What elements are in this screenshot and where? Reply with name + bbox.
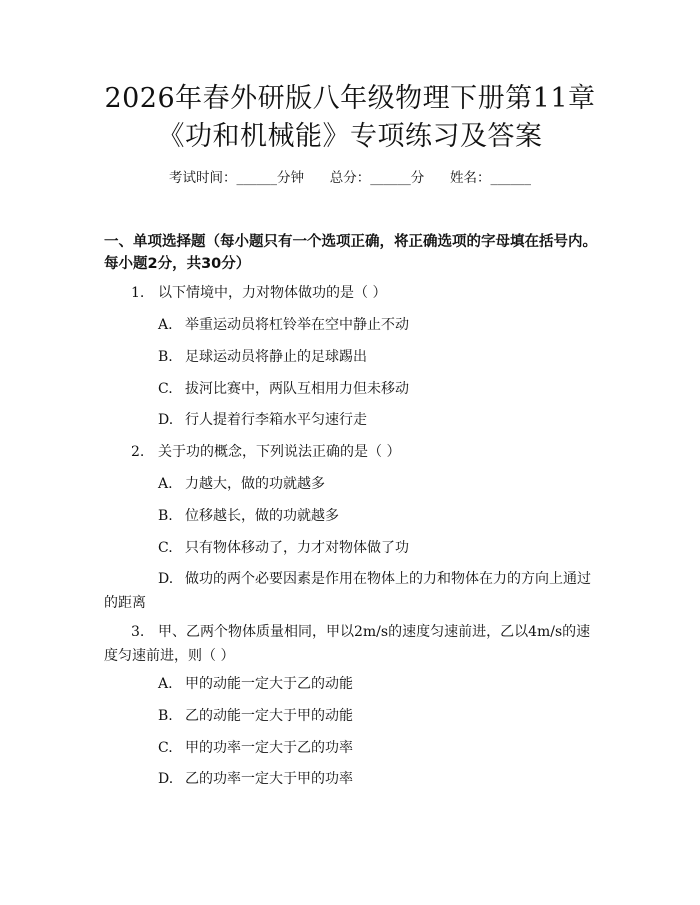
- section-heading: 一、单项选择题（每小题只有一个选项正确，将正确选项的字母填在括号内。每小题2分，共30分）: [104, 234, 597, 272]
- option-letter: A.: [158, 317, 173, 333]
- question-1-option-b: [104, 345, 602, 369]
- question-2-option-b: [104, 504, 602, 528]
- option-text: 做功的两个必要因素是作用在物体上的力和物体在力的方向上通过的距离: [104, 571, 591, 611]
- option-letter: C.: [158, 740, 173, 756]
- question-2: [104, 440, 602, 464]
- question-3-option-a: [104, 672, 602, 696]
- question-3-option-c: [104, 736, 602, 760]
- option-text: 乙的功率一定大于甲的功率: [185, 771, 353, 787]
- option-letter: B.: [158, 508, 173, 524]
- document-title-line-2: 《功和机械能》专项练习及答案: [157, 121, 543, 152]
- option-text: 拔河比赛中，两队互相用力但未移动: [185, 381, 409, 397]
- question-1-option-d: [104, 408, 602, 432]
- question-3-option-b: [104, 704, 602, 728]
- question-3-option-d: [104, 767, 602, 791]
- question-1-option-a: [104, 313, 602, 337]
- question-number: 2.: [131, 444, 145, 460]
- option-text: 行人提着行李箱水平匀速行走: [185, 412, 367, 428]
- option-text: 乙的动能一定大于甲的动能: [185, 708, 353, 724]
- question-2-option-c: [104, 536, 602, 560]
- option-letter: A.: [158, 476, 173, 492]
- option-text: 举重运动员将杠铃举在空中静止不动: [185, 317, 409, 333]
- option-text: 力越大，做的功就越多: [185, 476, 325, 492]
- document-title-line-1: 2026年春外研版八年级物理下册第11章: [104, 83, 596, 114]
- option-letter: D.: [158, 771, 174, 787]
- option-letter: A.: [158, 676, 173, 692]
- question-number: 1.: [131, 285, 145, 301]
- question-2-option-a: [104, 472, 602, 496]
- question-1: [104, 281, 602, 305]
- exam-meta-line: 考试时间：______分钟 总分：______分 姓名：______: [169, 170, 531, 186]
- question-text: 甲、乙两个物体质量相同，甲以2m/s的速度匀速前进，乙以4m/s的速度匀速前进，则（ ）: [104, 624, 591, 664]
- option-letter: B.: [158, 708, 173, 724]
- option-letter: B.: [158, 349, 173, 365]
- option-text: 足球运动员将静止的足球踢出: [185, 349, 367, 365]
- option-letter: D.: [158, 412, 174, 428]
- question-2-option-d: [104, 567, 602, 615]
- question-text: 以下情境中，力对物体做功的是（ ）: [158, 285, 387, 301]
- option-text: 甲的动能一定大于乙的动能: [185, 676, 353, 692]
- question-1-option-c: [104, 377, 602, 401]
- option-letter: C.: [158, 381, 173, 397]
- option-text: 只有物体移动了，力才对物体做了功: [185, 540, 409, 556]
- option-text: 甲的功率一定大于乙的功率: [185, 740, 353, 756]
- option-letter: C.: [158, 540, 173, 556]
- question-number: 3.: [131, 624, 145, 640]
- option-letter: D.: [158, 571, 174, 587]
- question-3: [104, 620, 602, 668]
- option-text: 位移越长，做的功就越多: [185, 508, 339, 524]
- question-text: 关于功的概念，下列说法正确的是（ ）: [158, 444, 401, 460]
